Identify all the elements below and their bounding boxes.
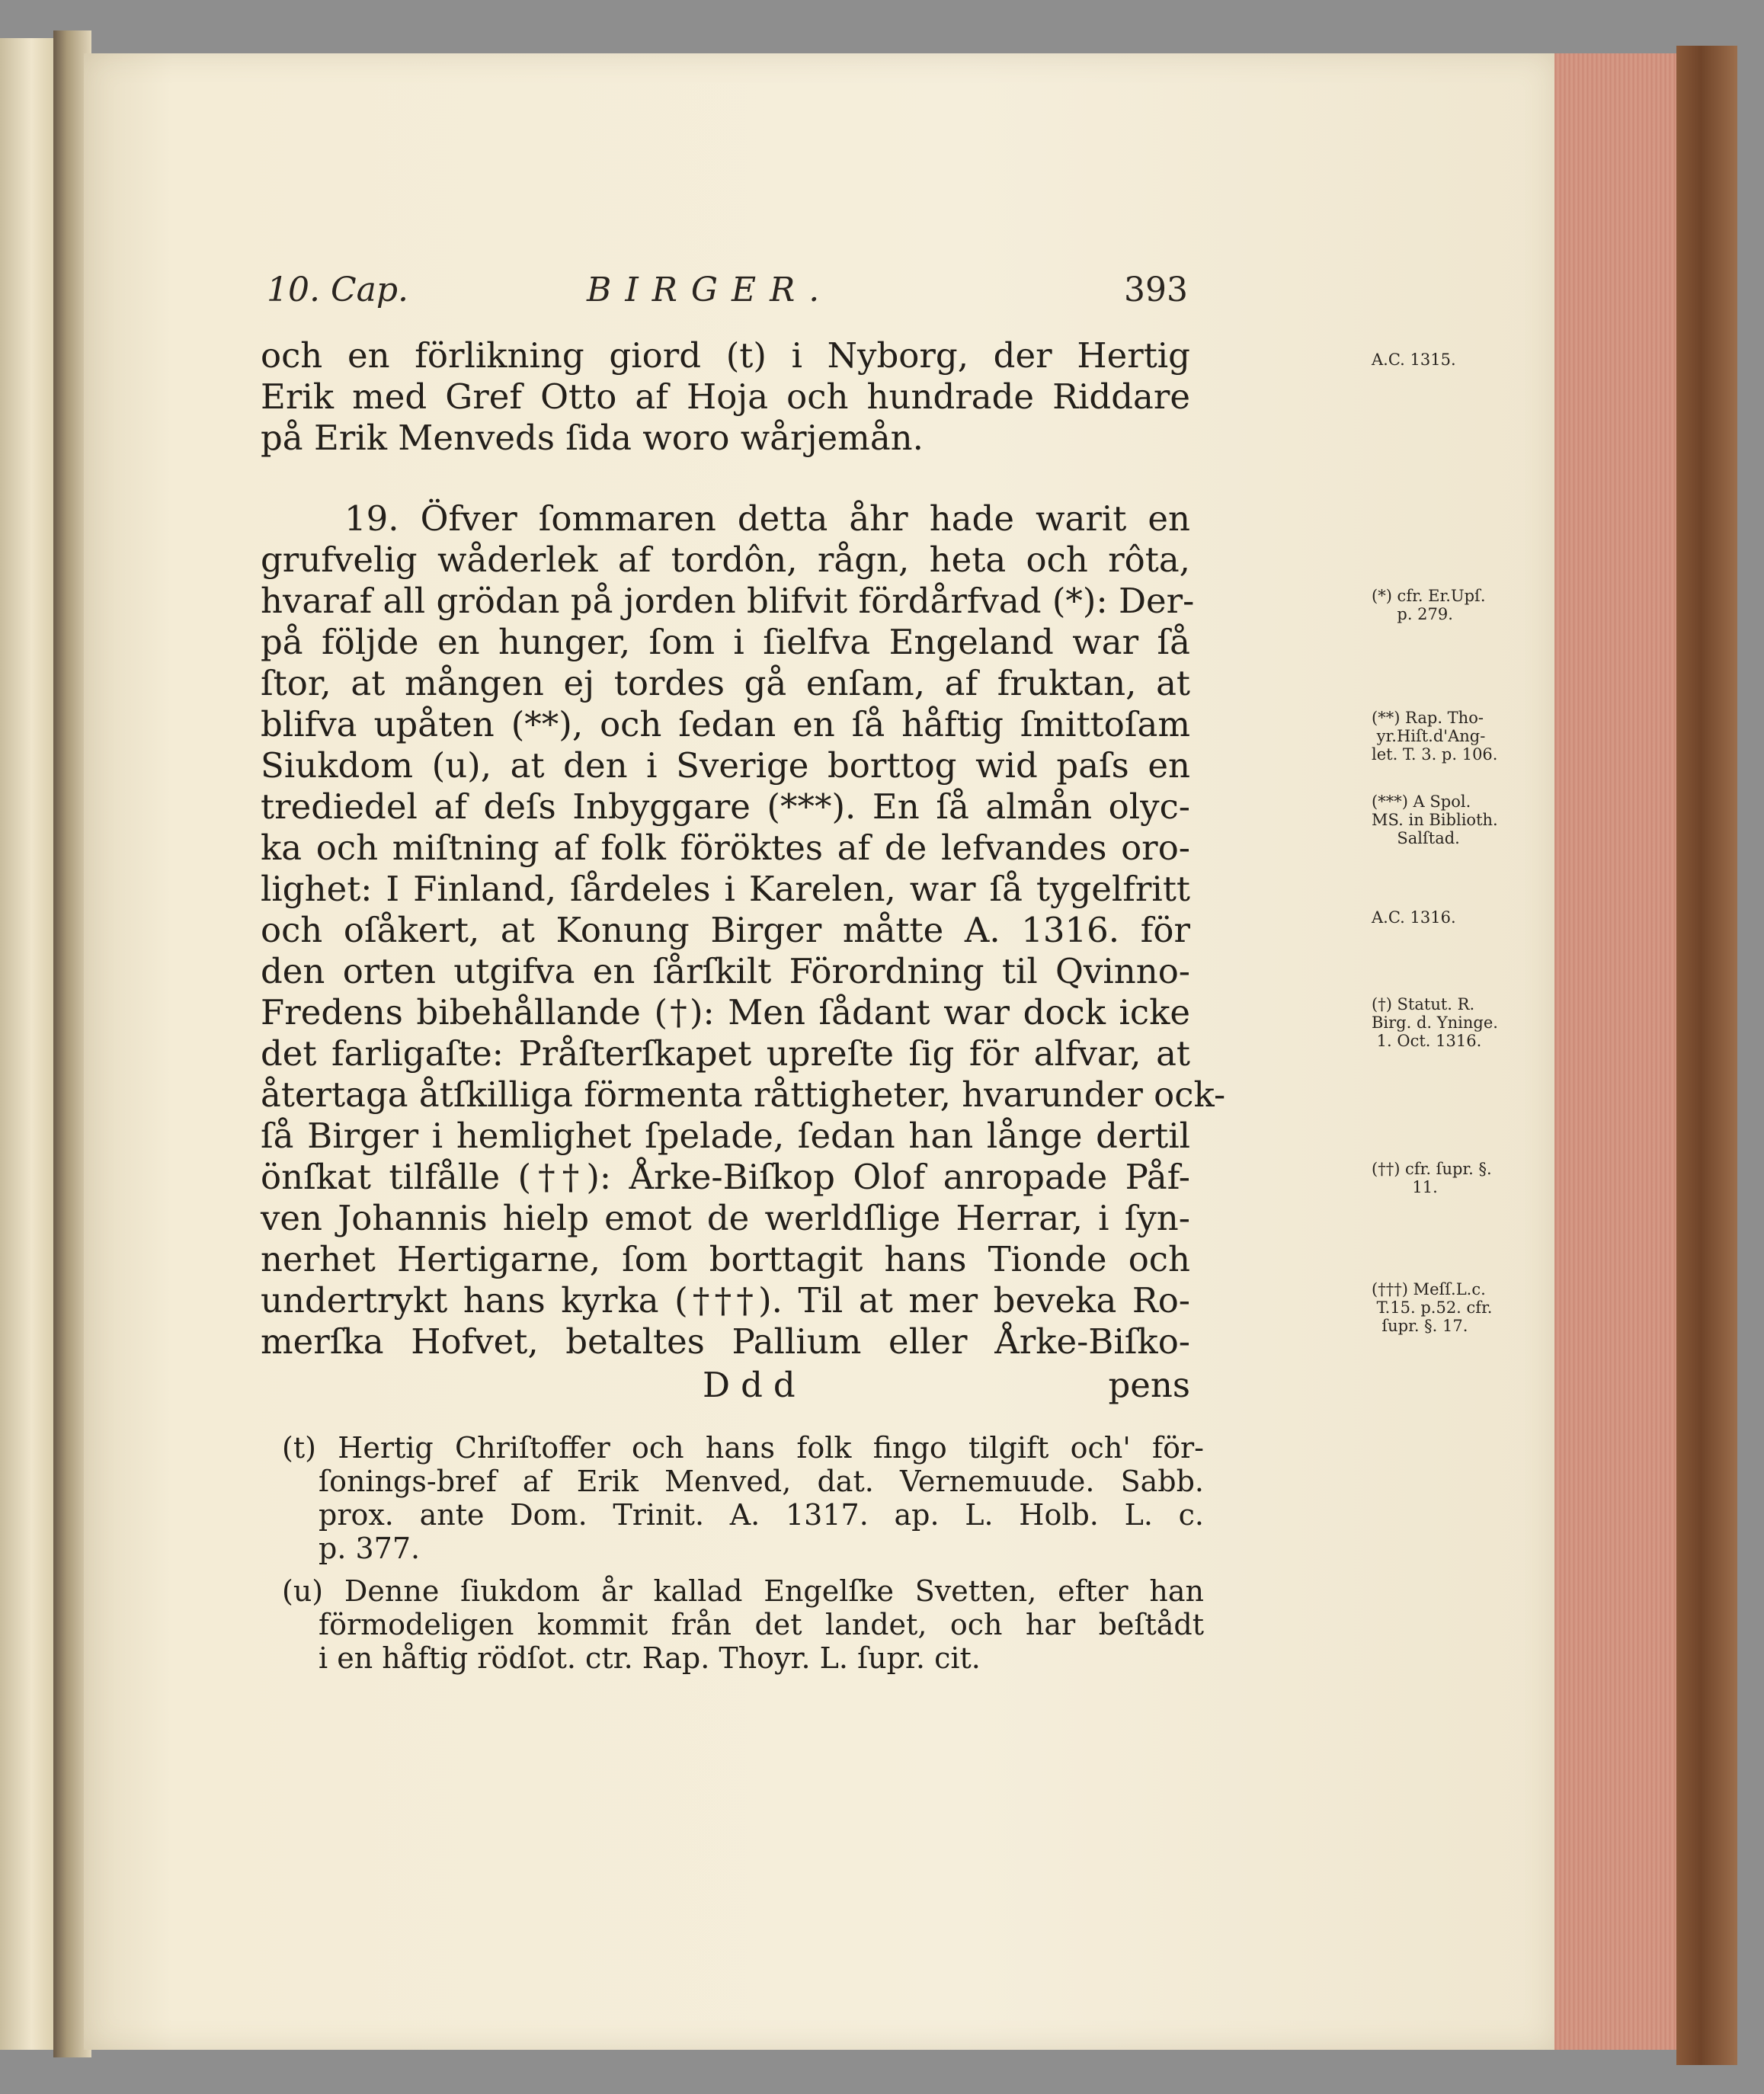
text-line: nerhet Hertigarne, ſom borttagit hans Tionde och — [261, 1239, 1190, 1279]
footnote-line: (u) Denne ſiukdom år kallad Engelſke Svetten, efter han — [282, 1574, 1204, 1608]
text-line: trediedel af deſs Inbyggare (***). En ſå almån olyc- — [261, 786, 1190, 827]
margin-note: (**) Rap. Tho- yr.Hiſt.d'Ang- let. T. 3. p. 106. — [1372, 709, 1498, 764]
text-line: återtaga åtſkilliga förmenta råttigheter, hvarunder ock- — [261, 1074, 1226, 1115]
signature-mark: Ddd — [703, 1365, 806, 1405]
text-line: hvaraf all grödan på jorden blifvit fördårfvad (*): Der- — [261, 581, 1195, 621]
text-line: den orten utgifva en ſårſkilt Förordning til Qvinno- — [261, 951, 1190, 991]
text-line: undertrykt hans kyrka (†††). Til at mer beveka Ro- — [261, 1280, 1190, 1321]
footnote-line: förmodeligen kommit från det landet, och har beſtådt — [319, 1608, 1204, 1641]
text-line: Siukdom (u), at den i Sverige borttog wid paſs en — [261, 745, 1190, 786]
text-line: Fredens bibehållande (†): Men ſådant war dock icke — [261, 992, 1190, 1033]
footnote-line: p. 377. — [319, 1532, 421, 1565]
text-line: önſkat tilfålle (††): Årke-Biſkop Olof anropade Påf- — [261, 1157, 1190, 1197]
text-line: det farligaſte: Pråſterſkapet upreſte ſig för alfvar, at — [261, 1033, 1190, 1074]
book-cover-edge — [1676, 46, 1737, 2065]
margin-note: (††) cfr. ſupr. §. 11. — [1372, 1160, 1492, 1196]
signature-line — [261, 1362, 1190, 1408]
margin-note: (†) Statut. R. Birg. d. Yninge. 1. Oct. 1316. — [1372, 995, 1498, 1050]
text-line: och oſåkert, at Konung Birger måtte A. 1316. för — [261, 910, 1190, 950]
running-title: BIRGER. — [587, 271, 834, 309]
text-line: ſtor, at mången ej tordes gå enſam, af fruktan, at — [261, 663, 1190, 703]
text-line: merſka Hofvet, betaltes Pallium eller Årke-Biſko- — [261, 1321, 1190, 1362]
text-line: och en förlikning giord (t) i Nyborg, der Hertig — [261, 335, 1190, 376]
page-number: 393 — [1124, 271, 1188, 309]
text-line: grufvelig wåderlek af tordôn, rågn, heta och rôta, — [261, 540, 1190, 580]
text-line: på följde en hunger, ſom i ſielfva Engeland war ſå — [261, 622, 1190, 662]
text-line: Erik med Gref Otto af Hoja och hundrade Riddare — [261, 376, 1190, 417]
footnotes — [282, 1431, 1204, 1675]
footnote-line: (t) Hertig Chriſtoffer och hans folk fingo tilgift och' för- — [282, 1431, 1204, 1465]
text-line: på Erik Menveds ſida woro wårjemån. — [261, 418, 924, 458]
margin-note-date: A.C. 1316. — [1372, 908, 1456, 927]
margin-note: (***) A Spol. MS. in Biblioth. Salſtad. — [1372, 792, 1498, 847]
text-line: ven Johannis hielp emot de werldſlige Herrar, i ſyn- — [261, 1198, 1190, 1238]
text-line: lighet: I Finland, ſårdeles i Karelen, war ſå tygelfritt — [261, 869, 1190, 909]
text-line: blifva upåten (**), och ſedan en ſå håftig ſmittoſam — [261, 704, 1190, 744]
margin-note: (†††) Meſſ.L.c. T.15. p.52. cfr. ſupr. §. 17. — [1372, 1280, 1493, 1335]
text-line: ka och miſtning af folk föröktes af de lefvandes oro- — [261, 828, 1190, 868]
footnote-line: prox. ante Dom. Trinit. A. 1317. ap. L. Holb. L. c. — [319, 1498, 1204, 1532]
facing-page-edge — [0, 38, 57, 2050]
body-text — [261, 335, 1498, 1408]
book-page — [84, 53, 1554, 2050]
footnote-line: ſonings-bref af Erik Menved, dat. Vernemuude. Sabb. — [319, 1465, 1204, 1498]
text-line: ſå Birger i hemlighet ſpelade, ſedan han långe dertil — [261, 1116, 1190, 1156]
chapter-label: 10. Cap. — [267, 271, 409, 309]
text-line: 19. Öfver ſommaren detta åhr hade warit en — [344, 498, 1190, 539]
margin-note: (*) cfr. Er.Upſ. p. 279. — [1372, 587, 1486, 623]
margin-note-date: A.C. 1315. — [1372, 351, 1456, 369]
catchword: pens — [1108, 1365, 1190, 1405]
footnote-line: i en håftig rödſot. ctr. Rap. Thoyr. L. ſupr. cit. — [319, 1641, 981, 1675]
